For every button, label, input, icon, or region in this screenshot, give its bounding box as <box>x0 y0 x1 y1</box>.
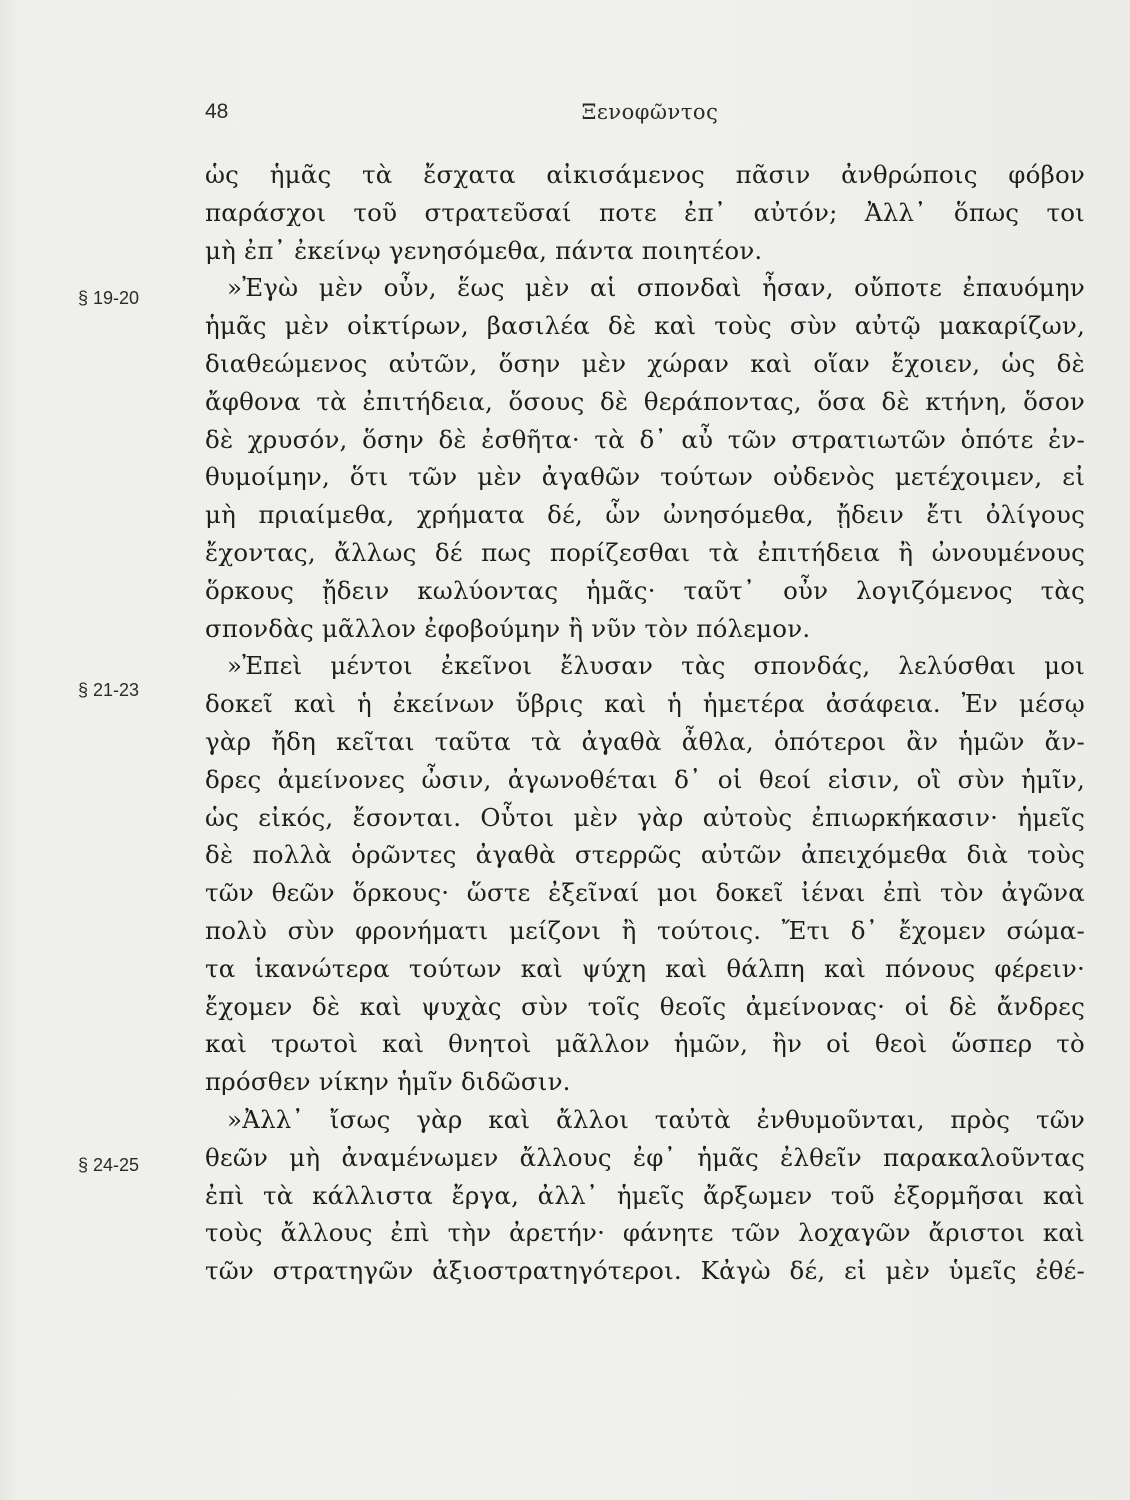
text-line: μὴ ἐπ᾽ ἐκείνῳ γενησόμεθα, πάντα ποιητέον. <box>205 235 763 265</box>
text-line: τῶν στρατηγῶν ἀξιοστρατηγότεροι. Κἀγὼ δέ, εἰ μὲν ὑμεῖς ἐθέ- <box>205 1256 1085 1286</box>
text-line: δοκεῖ καὶ ἡ ἐκείνων ὕβρις καὶ ἡ ἡμετέρα ἀσάφεια. Ἐν μέσῳ <box>205 689 1085 719</box>
body-text <box>205 156 1085 1290</box>
text-line: ἔχομεν δὲ καὶ ψυχὰς σὺν τοῖς θεοῖς ἀμείνονας· οἱ δὲ ἄνδρες <box>205 991 1085 1021</box>
text-line: θεῶν μὴ ἀναμένωμεν ἄλλους ἐφ᾽ ἡμᾶς ἐλθεῖν παρακαλοῦντας <box>205 1142 1085 1172</box>
margin-note: § 19-20 <box>78 288 140 308</box>
page-header <box>205 100 1085 136</box>
margin-note: § 21-23 <box>78 680 140 700</box>
margin-note: § 24-25 <box>78 1155 140 1175</box>
text-line: »Ἐπεὶ μέντοι ἐκεῖνοι ἔλυσαν τὰς σπονδάς, λελύσθαι μοι <box>227 651 1085 681</box>
text-line: διαθεώμενος αὐτῶν, ὅσην μὲν χώραν καὶ οἵαν ἔχοιεν, ὡς δὲ <box>205 348 1085 378</box>
text-line: θυμοίμην, ὅτι τῶν μὲν ἀγαθῶν τούτων οὐδενὸς μετέχοιμεν, εἰ <box>205 462 1085 492</box>
text-line: τῶν θεῶν ὅρκους· ὥστε ἐξεῖναί μοι δοκεῖ ἰέναι ἐπὶ τὸν ἀγῶνα <box>205 878 1085 908</box>
text-line: δὲ πολλὰ ὁρῶντες ἀγαθὰ στερρῶς αὐτῶν ἀπειχόμεθα διὰ τοὺς <box>205 840 1085 870</box>
page-number: 48 <box>205 100 229 123</box>
text-line: »Ἀλλ᾽ ἴσως γὰρ καὶ ἄλλοι ταὐτὰ ἐνθυμοῦνται, πρὸς τῶν <box>227 1104 1085 1134</box>
text-line: »Ἐγὼ μὲν οὖν, ἕως μὲν αἱ σπονδαὶ ἦσαν, οὔποτε ἐπαυόμην <box>227 273 1085 303</box>
text-line: ἔχοντας, ἄλλως δέ πως πορίζεσθαι τὰ ἐπιτήδεια ἢ ὠνουμένους <box>205 537 1085 567</box>
text-line: ὡς εἰκός, ἔσονται. Οὗτοι μὲν γὰρ αὐτοὺς ἐπιωρκήκασιν· ἡμεῖς <box>205 802 1085 832</box>
text-line: γὰρ ἤδη κεῖται ταῦτα τὰ ἀγαθὰ ἆθλα, ὁπότεροι ἂν ἡμῶν ἄν- <box>205 726 1085 756</box>
text-line: δὲ χρυσόν, ὅσην δὲ ἐσθῆτα· τὰ δ᾽ αὖ τῶν στρατιωτῶν ὁπότε ἐν- <box>205 424 1085 454</box>
text-line: ἐπὶ τὰ κάλλιστα ἔργα, ἀλλ᾽ ἡμεῖς ἄρξωμεν τοῦ ἐξορμῆσαι καὶ <box>205 1180 1085 1210</box>
text-line: ἡμᾶς μὲν οἰκτίρων, βασιλέα δὲ καὶ τοὺς σὺν αὐτῷ μακαρίζων, <box>205 311 1085 341</box>
text-line: παράσχοι τοῦ στρατεῦσαί ποτε ἐπ᾽ αὐτόν; Ἀλλ᾽ ὅπως τοι <box>205 197 1085 227</box>
running-title: Ξενοφῶντος <box>581 100 719 124</box>
text-line: μὴ πριαίμεθα, χρήματα δέ, ὧν ὠνησόμεθα, ᾔδειν ἔτι ὀλίγους <box>205 500 1085 530</box>
text-line: καὶ τρωτοὶ καὶ θνητοὶ μᾶλλον ἡμῶν, ἢν οἱ θεοὶ ὥσπερ τὸ <box>205 1029 1085 1059</box>
text-line: πρόσθεν νίκην ἡμῖν διδῶσιν. <box>205 1067 571 1097</box>
text-line: ὡς ἡμᾶς τὰ ἔσχατα αἰκισάμενος πᾶσιν ἀνθρώποις φόβον <box>205 160 1085 189</box>
text-line: δρες ἀμείνονες ὦσιν, ἀγωνοθέται δ᾽ οἱ θεοί εἰσιν, οἳ σὺν ἡμῖν, <box>205 764 1085 794</box>
text-line: πολὺ σὺν φρονήματι μείζονι ἢ τούτοις. Ἔτι δ᾽ ἔχομεν σώμα- <box>205 915 1085 945</box>
text-line: τοὺς ἄλλους ἐπὶ τὴν ἀρετήν· φάνητε τῶν λοχαγῶν ἄριστοι καὶ <box>205 1218 1085 1248</box>
text-line: σπονδὰς μᾶλλον ἐφοβούμην ἢ νῦν τὸν πόλεμον. <box>205 613 811 643</box>
text-line: ὅρκους ᾔδειν κωλύοντας ἡμᾶς· ταῦτ᾽ οὖν λογιζόμενος τὰς <box>205 575 1085 605</box>
text-line: τα ἱκανώτερα τούτων καὶ ψύχη καὶ θάλπη καὶ πόνους φέρειν· <box>205 953 1085 983</box>
text-line: ἄφθονα τὰ ἐπιτήδεια, ὅσους δὲ θεράποντας, ὅσα δὲ κτήνη, ὅσον <box>205 386 1085 416</box>
